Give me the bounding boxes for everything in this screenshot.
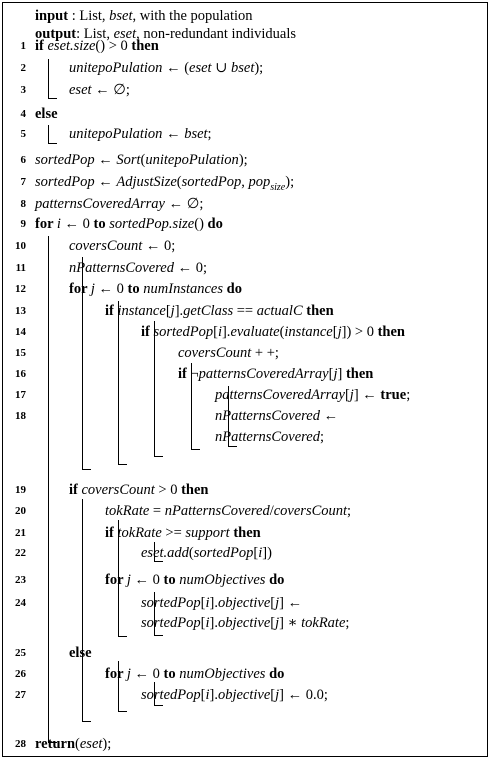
line-code: patternsCoveredArray[j] ← true; bbox=[215, 387, 411, 403]
line-code: unitepoPulation ← bset; bbox=[69, 126, 212, 142]
output-var: eset bbox=[113, 26, 137, 42]
line-number: 5 bbox=[20, 128, 26, 140]
block-bracket bbox=[48, 59, 57, 99]
line-code: for j ← 0 to numObjectives do bbox=[105, 666, 285, 682]
line-code: sortedPop ← Sort(unitepoPulation); bbox=[35, 152, 248, 168]
line-number: 26 bbox=[15, 668, 26, 680]
line-number: 9 bbox=[20, 218, 26, 230]
line-number: 22 bbox=[15, 547, 26, 559]
block-bracket bbox=[154, 321, 163, 457]
line-code: sortedPop ← AdjustSize(sortedPop, pop$_{size}$); bbox=[35, 174, 295, 193]
line-number: 15 bbox=[15, 347, 26, 359]
line-number: 6 bbox=[20, 154, 26, 166]
block-bracket bbox=[82, 499, 91, 722]
line-code: eset.add(sortedPop[i]) bbox=[141, 545, 272, 561]
line-code: eset ← ∅; bbox=[69, 82, 130, 98]
input-var: bset bbox=[109, 8, 133, 24]
line-code: else bbox=[69, 645, 92, 661]
line-code: sortedPop[i].objective[j] ← 0.0; bbox=[141, 687, 328, 703]
line-number: 12 bbox=[15, 283, 26, 295]
line-number: 19 bbox=[15, 484, 26, 496]
line-code: patternsCoveredArray ← ∅; bbox=[35, 196, 204, 212]
line-number: 18 bbox=[15, 410, 26, 422]
line-code: for i ← 0 to sortedPop.size() do bbox=[35, 216, 223, 232]
line-number: 24 bbox=[15, 597, 26, 609]
block-bracket bbox=[154, 682, 163, 706]
line-code: sortedPop[i].objective[j] ← bbox=[141, 595, 303, 611]
input-keyword: input bbox=[35, 8, 69, 24]
block-bracket bbox=[48, 236, 57, 743]
block-bracket bbox=[48, 125, 57, 144]
block-bracket bbox=[191, 363, 200, 450]
line-code: nPatternsCovered ← 0; bbox=[69, 260, 208, 276]
line-number: 25 bbox=[15, 647, 26, 659]
line-number: 1 bbox=[20, 40, 26, 52]
line-code: if tokRate >= support then bbox=[105, 525, 261, 541]
block-bracket bbox=[118, 520, 127, 637]
line-number: 21 bbox=[15, 527, 26, 539]
line-number: 27 bbox=[15, 689, 26, 701]
algorithm-box bbox=[2, 2, 488, 757]
line-number: 20 bbox=[15, 505, 26, 517]
line-code: return(eset); bbox=[35, 736, 112, 752]
line-code: if sortedPop[i].evaluate(instance[j]) > 0 then bbox=[141, 324, 405, 340]
block-bracket bbox=[82, 257, 91, 470]
block-bracket bbox=[154, 542, 163, 562]
line-number: 4 bbox=[20, 108, 26, 120]
input-line bbox=[35, 7, 253, 25]
block-bracket bbox=[118, 661, 127, 712]
block-bracket bbox=[118, 301, 127, 465]
line-number: 2 bbox=[20, 62, 26, 74]
line-code: if coversCount > 0 then bbox=[69, 482, 209, 498]
line-code: unitepoPulation ← (eset ∪ bset); bbox=[69, 60, 264, 76]
line-code: tokRate = nPatternsCovered/coversCount; bbox=[105, 503, 352, 519]
line-code: for j ← 0 to numInstances do bbox=[69, 281, 242, 297]
line-code: nPatternsCovered; bbox=[215, 429, 325, 445]
output-rest: , non-redundant individuals bbox=[136, 26, 297, 42]
output-text: : List, bbox=[76, 26, 114, 42]
line-number: 23 bbox=[15, 574, 26, 586]
line-code: nPatternsCovered ← bbox=[215, 408, 339, 424]
line-number: 11 bbox=[15, 262, 26, 274]
line-code: sortedPop[i].objective[j] ∗ tokRate; bbox=[141, 615, 350, 631]
line-number: 13 bbox=[15, 305, 26, 317]
input-text: : List, bbox=[68, 8, 110, 24]
line-number: 8 bbox=[20, 198, 26, 210]
line-code: else bbox=[35, 106, 58, 122]
block-bracket bbox=[154, 592, 163, 636]
block-bracket bbox=[228, 386, 237, 447]
line-number: 14 bbox=[15, 326, 26, 338]
line-number: 3 bbox=[20, 84, 26, 96]
line-number: 7 bbox=[20, 176, 26, 188]
line-number: 28 bbox=[15, 738, 26, 750]
line-number: 16 bbox=[15, 368, 26, 380]
line-code: if instance[j].getClass == actualC then bbox=[105, 303, 334, 319]
input-rest: , with the population bbox=[132, 8, 253, 24]
line-code: coversCount ← 0; bbox=[69, 238, 176, 254]
line-code: coversCount + +; bbox=[178, 345, 279, 361]
line-code: if ¬patternsCoveredArray[j] then bbox=[178, 366, 374, 382]
line-code: if eset.size() > 0 then bbox=[35, 38, 159, 54]
line-number: 17 bbox=[15, 389, 26, 401]
line-number: 10 bbox=[15, 240, 26, 252]
line-code: for j ← 0 to numObjectives do bbox=[105, 572, 285, 588]
output-keyword: output bbox=[35, 26, 77, 42]
